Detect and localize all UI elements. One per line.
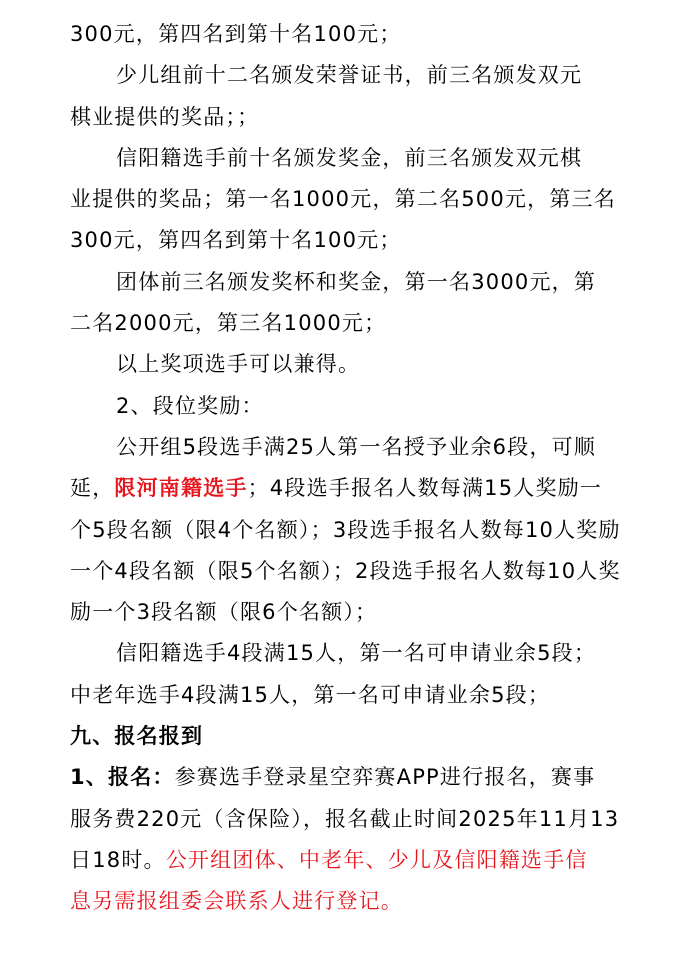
text-line xyxy=(70,468,630,509)
text-segment: 1、报名： xyxy=(70,765,175,790)
text-segment: 2、段位奖励： xyxy=(116,393,264,418)
text-segment: 参赛选手登录星空弈赛APP进行报名，赛事 xyxy=(174,765,596,790)
text-line xyxy=(70,799,630,840)
highlighted-text: 息另需报组委会联系人进行登记。 xyxy=(70,889,403,914)
text-segment: ；4段选手报名人数每满15人奖励一 xyxy=(247,476,603,501)
text-segment: 300元，第四名到第十名100元； xyxy=(70,22,402,46)
text-line xyxy=(70,262,630,303)
text-segment: 以上奖项选手可以兼得。 xyxy=(116,352,361,377)
text-line xyxy=(70,386,630,427)
text-line xyxy=(70,55,630,96)
text-line xyxy=(70,881,630,922)
text-line xyxy=(70,179,630,220)
text-line xyxy=(70,427,630,468)
highlighted-text: 限河南籍选手 xyxy=(114,476,248,501)
text-segment: 业提供的奖品；第一名1000元，第二名500元，第三名 xyxy=(70,187,616,212)
text-line xyxy=(70,757,630,798)
text-segment: 个5段名额（限4个名额）；3段选手报名人数每10人奖励 xyxy=(70,517,621,542)
text-segment: 公开组5段选手满25人第一名授予业余6段，可顺 xyxy=(116,434,597,459)
text-segment: 信阳籍选手4段满15人，第一名可申请业余5段； xyxy=(116,641,597,666)
document-page xyxy=(70,14,630,923)
text-line xyxy=(70,220,630,261)
text-segment: 一个4段名额（限5个名额）；2段选手报名人数每10人奖 xyxy=(70,558,621,583)
text-line xyxy=(70,344,630,385)
text-line xyxy=(70,138,630,179)
highlighted-text: 公开组团体、中老年、少儿及信阳籍选手信 xyxy=(165,847,588,872)
text-line xyxy=(70,303,630,344)
text-line xyxy=(70,510,630,551)
text-line xyxy=(70,716,630,757)
text-line xyxy=(70,97,630,138)
text-line xyxy=(70,675,630,716)
text-segment: 团体前三名颁发奖杯和奖金，第一名3000元，第 xyxy=(116,269,597,294)
text-segment: 延， xyxy=(70,476,115,501)
text-segment: 九、报名报到 xyxy=(70,724,204,749)
text-segment: 信阳籍选手前十名颁发奖金，前三名颁发双元棋 xyxy=(116,145,583,170)
text-line xyxy=(70,592,630,633)
text-segment: 日18时。 xyxy=(70,847,166,872)
text-segment: 少儿组前十二名颁发荣誉证书，前三名颁发双元 xyxy=(116,63,583,88)
text-line xyxy=(70,633,630,674)
text-segment: 服务费220元（含保险），报名截止时间2025年11月13 xyxy=(70,806,620,831)
text-segment: 中老年选手4段满15人，第一名可申请业余5段； xyxy=(70,682,551,707)
text-line xyxy=(70,14,630,55)
text-segment: 棋业提供的奖品；； xyxy=(70,104,260,129)
text-segment: 二名2000元，第三名1000元； xyxy=(70,311,387,336)
text-segment: 300元，第四名到第十名100元； xyxy=(70,228,402,253)
text-line xyxy=(70,840,630,881)
text-line xyxy=(70,551,630,592)
text-segment: 励一个3段名额（限6个名额）； xyxy=(70,600,378,625)
